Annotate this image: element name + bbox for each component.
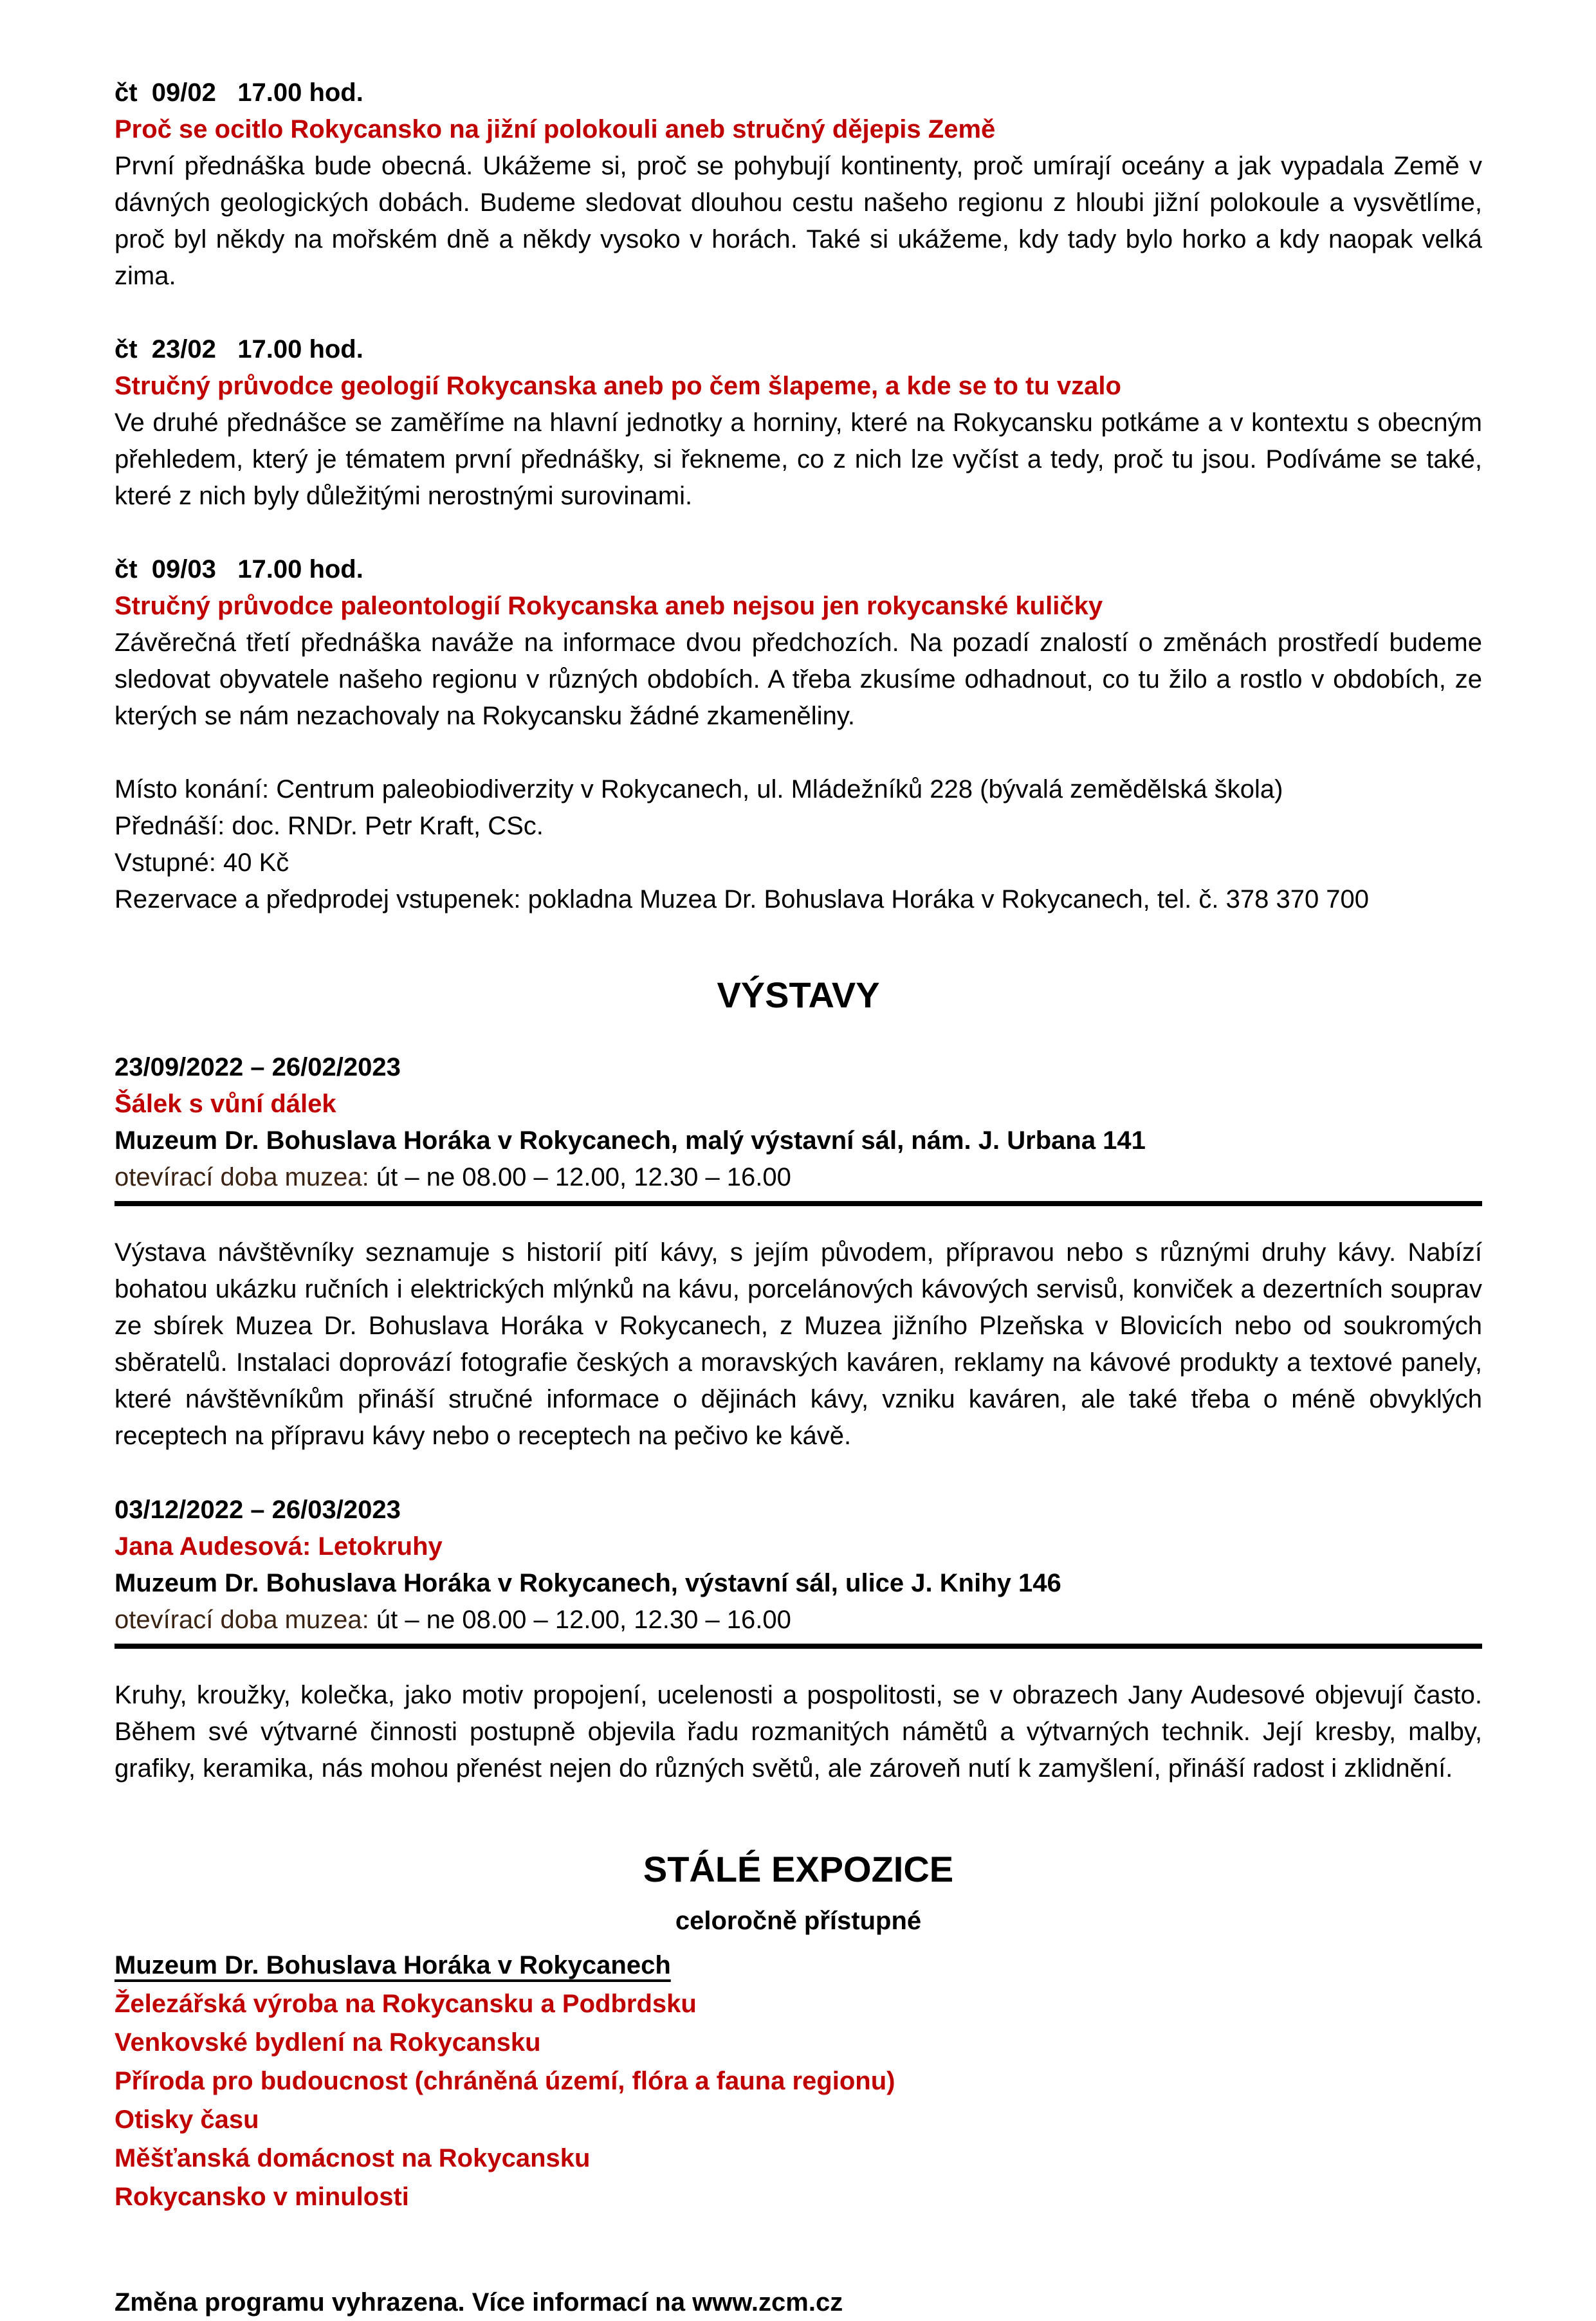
footer-note: Změna programu vyhrazena. Více informací na www.zcm.cz (115, 2288, 843, 2316)
exhibition-hours-line (115, 1602, 1482, 1649)
lecture-info-block (115, 771, 1482, 918)
lecture-title: Stručný průvodce geologií Rokycanska aneb po čem šlapeme, a kde se to tu vzalo (115, 372, 1121, 400)
permanent-exhibition-item: Příroda pro budoucnost (chráněná území, flóra a fauna regionu) (115, 2067, 895, 2095)
permanent-exhibition-item: Otisky času (115, 2105, 259, 2134)
info-reservation: Rezervace a předprodej vstupenek: pokladna Muzea Dr. Bohuslava Horáka v Rokycanech, tel. č. 378 370 700 (115, 885, 1370, 913)
permanent-exhibition-item: Rokycansko v minulosti (115, 2183, 409, 2211)
permanent-exhibitions-venue: Muzeum Dr. Bohuslava Horáka v Rokycanech (115, 1951, 671, 1979)
lecture-title: Stručný průvodce paleontologií Rokycanska aneb nejsou jen rokycanské kuličky (115, 592, 1103, 620)
hours-label: otevírací doba muzea: (115, 1163, 369, 1191)
lecture-block-3 (115, 551, 1482, 735)
exhibition-description: Výstava návštěvníky seznamuje s historií pití kávy, s jejím původem, přípravou nebo s různými druhy kávy. Nabízí bohatou ukázku ručních i elektrických mlýnků na kávu, porcelánových kávových servisů, konviček a dezertních souprav ze sbírek Muzea Dr. Bohuslava Horáka v Rokycanech, z Muzea jižního Plzeňska v Blovicích nebo od soukromých sběratelů. Instalaci doprovází fotografie českých a moravských kaváren, reklamy na kávové produkty a textové panely, které návštěvníkům přináší stručné informace o dějinách kávy, vzniku kaváren, ale také třeba o méně obvyklých receptech na přípravu kávy nebo o receptech na pečivo ke kávě. (115, 1238, 1482, 1450)
section-heading-stale-expozice: STÁLÉ EXPOZICE (643, 1849, 954, 1889)
permanent-exhibition-item: Venkovské bydlení na Rokycansku (115, 2028, 541, 2057)
exhibition-block-2 (115, 1492, 1482, 1787)
lecture-datetime: čt 09/02 17.00 hod. (115, 78, 363, 107)
info-admission: Vstupné: 40 Kč (115, 849, 289, 877)
section-heading-vystavy: VÝSTAVY (717, 975, 880, 1015)
lecture-description: Závěrečná třetí přednáška naváže na informace dvou předchozích. Na pozadí znalostí o změnách prostředí budeme sledovat obyvatele našeho regionu v různých obdobích. A třeba zkusíme odhadnout, co tu žilo a rostlo v obdobích, ze kterých se nám nezachovaly na Rokycansku žádné zkameněliny. (115, 628, 1482, 730)
lecture-datetime: čt 23/02 17.00 hod. (115, 335, 363, 363)
exhibition-dates: 03/12/2022 – 26/03/2023 (115, 1496, 401, 1524)
section-subheading: celoročně přístupné (675, 1907, 922, 1935)
info-venue: Místo konání: Centrum paleobiodiverzity v Rokycanech, ul. Mládežníků 228 (bývalá zemědělská škola) (115, 775, 1283, 803)
info-lecturer: Přednáší: doc. RNDr. Petr Kraft, CSc. (115, 812, 544, 840)
lecture-block-2 (115, 331, 1482, 515)
exhibition-dates: 23/09/2022 – 26/02/2023 (115, 1053, 401, 1081)
exhibition-title: Jana Audesová: Letokruhy (115, 1532, 443, 1561)
lecture-datetime: čt 09/03 17.00 hod. (115, 555, 363, 583)
hours-value: út – ne 08.00 – 12.00, 12.30 – 16.00 (369, 1606, 791, 1634)
lecture-block-1 (115, 75, 1482, 295)
exhibition-hours-line (115, 1159, 1482, 1206)
lecture-description: První přednáška bude obecná. Ukážeme si, proč se pohybují kontinenty, proč umírají oceány a jak vypadala Země v dávných geologických dobách. Budeme sledovat dlouhou cestu našeho regionu z hloubi jižní polokoule a vysvětlíme, proč byl někdy na mořském dně a někdy vysoko v horách. Také si ukážeme, kdy tady bylo horko a kdy naopak velká zima. (115, 152, 1482, 290)
permanent-exhibition-item: Měšťanská domácnost na Rokycansku (115, 2144, 591, 2172)
exhibition-venue: Muzeum Dr. Bohuslava Horáka v Rokycanech, výstavní sál, ulice J. Knihy 146 (115, 1569, 1061, 1597)
exhibition-venue: Muzeum Dr. Bohuslava Horáka v Rokycanech, malý výstavní sál, nám. J. Urbana 141 (115, 1126, 1146, 1155)
exhibition-title: Šálek s vůní dálek (115, 1090, 336, 1118)
lecture-description: Ve druhé přednášce se zaměříme na hlavní jednotky a horniny, které na Rokycansku potkáme a v kontextu s obecným přehledem, který je tématem první přednášky, si řekneme, co z nich lze vyčíst a tedy, proč tu jsou. Podíváme se také, které z nich byly důležitými nerostnými surovinami. (115, 408, 1482, 510)
hours-label: otevírací doba muzea: (115, 1606, 369, 1634)
exhibition-block-1 (115, 1049, 1482, 1454)
permanent-exhibitions-section (115, 1849, 1482, 2216)
hours-value: út – ne 08.00 – 12.00, 12.30 – 16.00 (369, 1163, 791, 1191)
lecture-title: Proč se ocitlo Rokycansko na jižní polokouli aneb stručný dějepis Země (115, 115, 996, 143)
permanent-exhibition-item: Železářská výroba na Rokycansku a Podbrdsku (115, 1990, 697, 2018)
exhibition-description: Kruhy, kroužky, kolečka, jako motiv propojení, ucelenosti a pospolitosti, se v obrazech Jany Audesové objevují často. Během své výtvarné činnosti postupně objevila řadu rozmanitých námětů a výtvarných technik. Její kresby, malby, grafiky, keramika, nás mohou přenést nejen do různých světů, ale zároveň nutí k zamyšlení, přináší radost i zklidnění. (115, 1681, 1482, 1783)
